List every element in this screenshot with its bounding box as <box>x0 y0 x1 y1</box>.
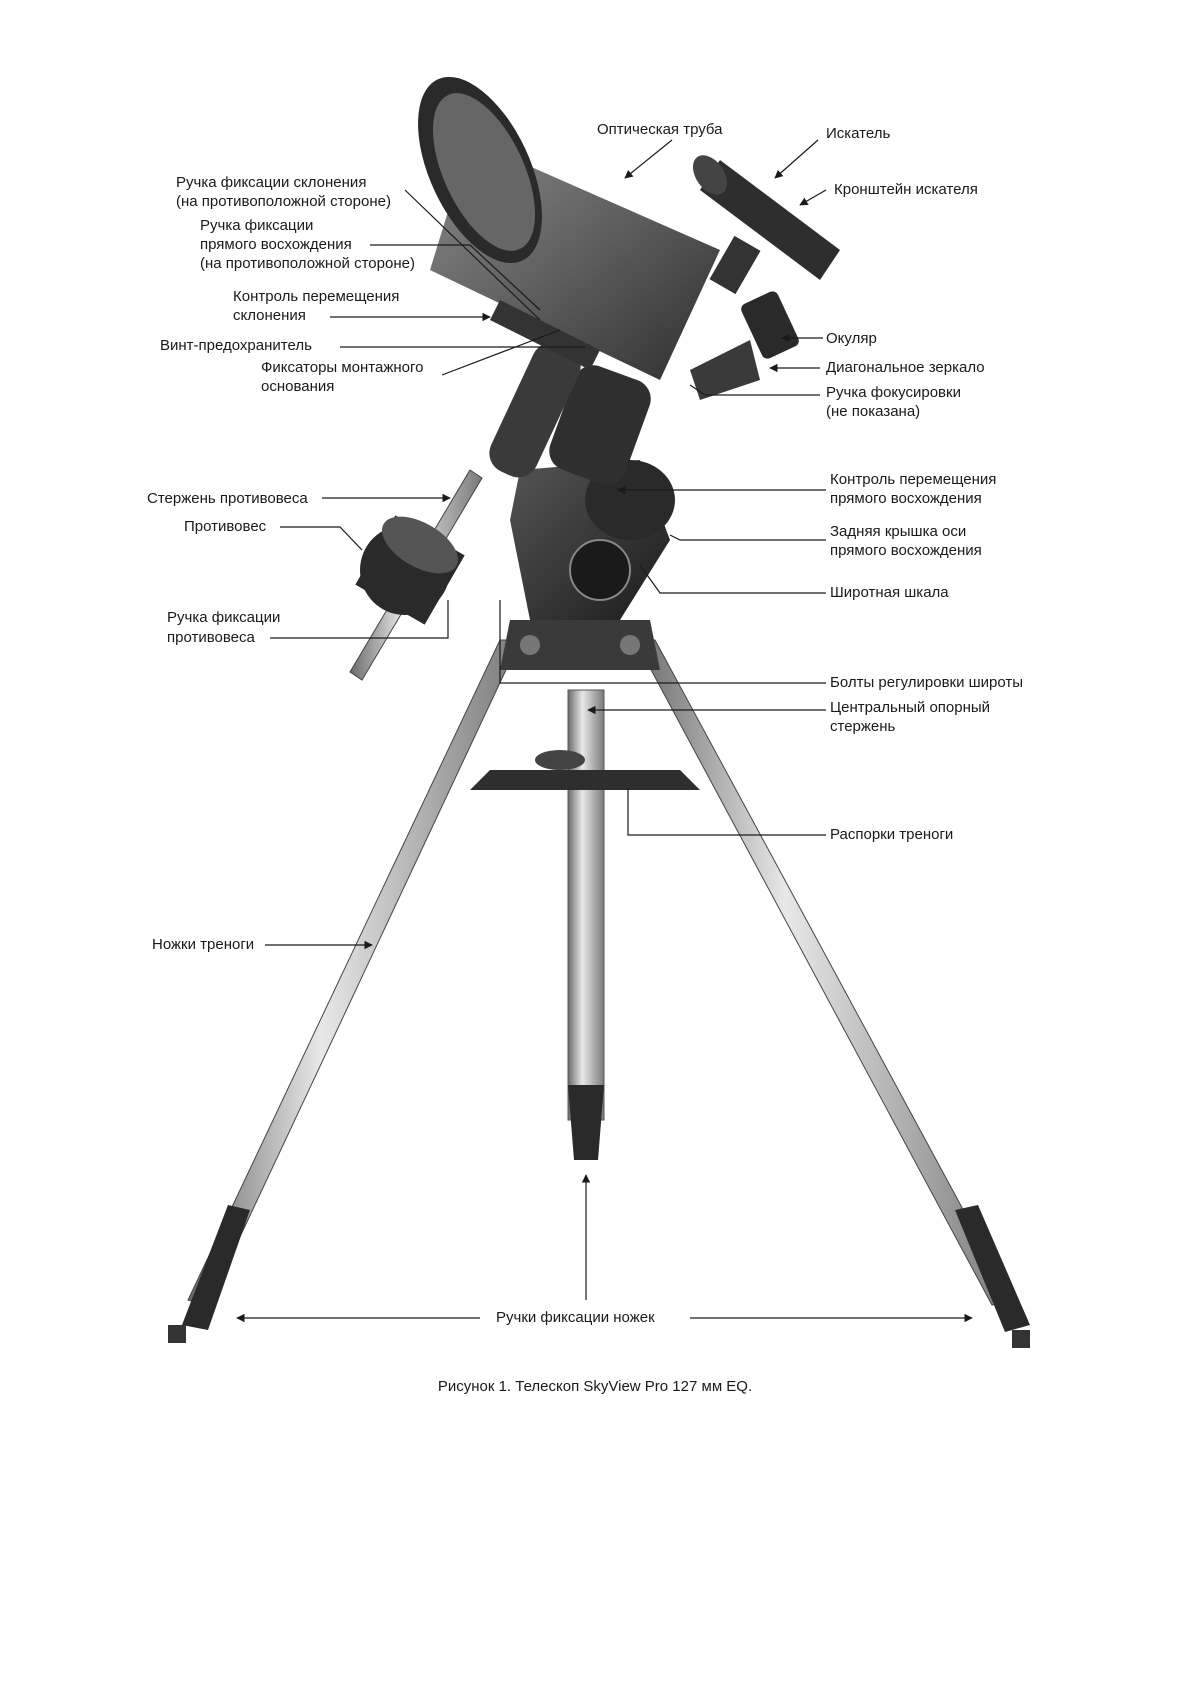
label-cw-shaft: Стержень противовеса <box>147 490 308 507</box>
label-diagonal: Диагональное зеркало <box>826 359 985 376</box>
label-dec-slow-line2: склонения <box>233 307 306 324</box>
label-safety-screw: Винт-предохранитель <box>160 337 312 354</box>
label-ra-lock-line3: (на противоположной стороне) <box>200 255 415 272</box>
label-focus-line2: (не показана) <box>826 403 921 420</box>
label-ra-slow-line1: Контроль перемещения <box>830 471 997 488</box>
label-dec-lock-line1: Ручка фиксации склонения <box>176 174 367 191</box>
diagonal-eyepiece <box>690 289 801 400</box>
eq-mount <box>483 336 675 620</box>
label-counterweight: Противовес <box>184 518 267 535</box>
label-ra-lock-line2: прямого восхождения <box>200 236 352 253</box>
label-leg-locks: Ручки фиксации ножек <box>496 1309 655 1326</box>
label-center-rod-line1: Центральный опорный <box>830 699 991 716</box>
label-focus-line1: Ручка фокусировки <box>826 384 961 401</box>
label-ra-lock-line1: Ручка фиксации <box>200 217 314 234</box>
label-cw-lock-line1: Ручка фиксации <box>167 609 281 626</box>
tripod-head <box>500 620 660 670</box>
label-center-rod-line2: стержень <box>830 718 896 735</box>
label-finder-bracket: Кронштейн искателя <box>834 181 978 198</box>
label-eyepiece: Окуляр <box>826 330 877 347</box>
label-ra-cover-line2: прямого восхождения <box>830 542 982 559</box>
label-legs: Ножки треноги <box>152 936 255 953</box>
figure-caption: Рисунок 1. Телескоп SkyView Pro 127 мм EQ. <box>437 1378 753 1395</box>
label-dec-slow-line1: Контроль перемещения <box>233 288 400 305</box>
label-dec-lock-line2: (на противоположной стороне) <box>176 193 391 210</box>
counterweight-assembly <box>350 470 482 680</box>
label-latitude-bolts: Болты регулировки широты <box>830 674 1024 691</box>
label-optical-tube: Оптическая труба <box>597 121 723 138</box>
label-finder: Искатель <box>826 125 891 142</box>
label-mount-clamps-line1: Фиксаторы монтажного <box>261 359 424 376</box>
label-cw-lock-line2: противовеса <box>167 629 255 646</box>
label-ra-slow-line2: прямого восхождения <box>830 490 982 507</box>
label-tray: Распорки треноги <box>830 826 954 843</box>
label-mount-clamps-line2: основания <box>261 378 335 395</box>
label-ra-cover-line1: Задняя крышка оси <box>830 523 967 540</box>
label-latitude-scale: Широтная шкала <box>830 584 949 601</box>
